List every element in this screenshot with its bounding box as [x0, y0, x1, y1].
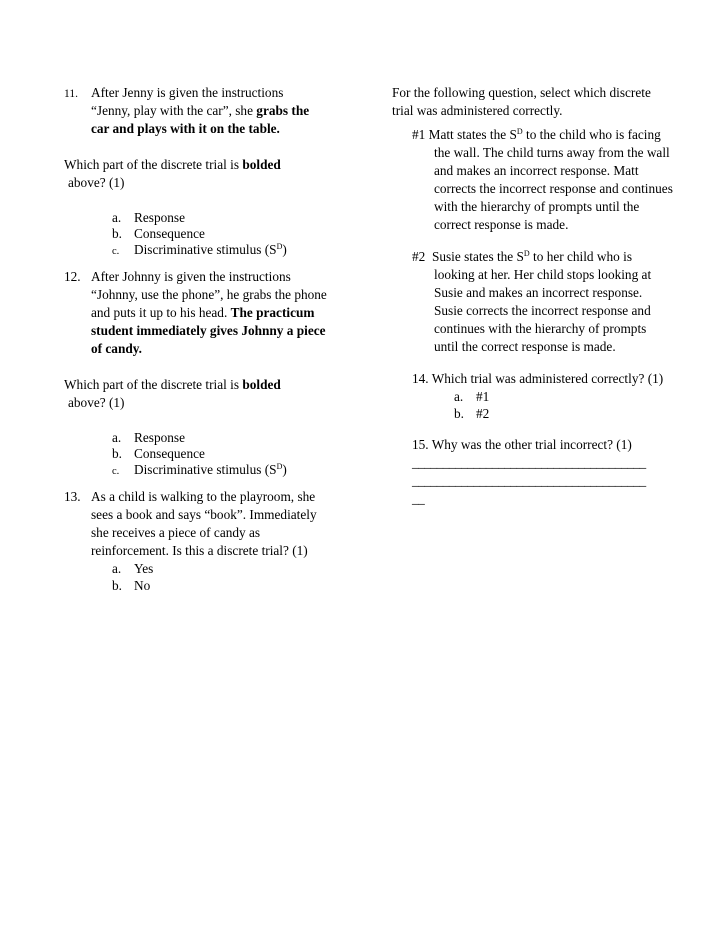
question-14: [392, 370, 692, 422]
bold-text: The practicum: [230, 305, 315, 320]
instructions: [392, 84, 692, 120]
option-text: Consequence: [134, 226, 205, 241]
trial-1: [392, 126, 692, 234]
superscript: D: [523, 249, 530, 258]
superscript: D: [276, 462, 283, 471]
prompt-text: above? (1): [68, 395, 125, 410]
trial-text: to the child who is facing: [522, 127, 661, 142]
option-text: Response: [134, 430, 185, 445]
option-a[interactable]: [64, 210, 364, 226]
answer-line: __: [412, 491, 425, 506]
option-text: #2: [476, 406, 490, 421]
option-text: Discriminative stimulus (S: [134, 242, 277, 257]
option-letter: a.: [112, 430, 122, 445]
left-column: [64, 84, 364, 594]
option-a[interactable]: [64, 430, 364, 446]
prompt-text: Which part of the discrete trial is: [64, 377, 243, 392]
trial-text: corrects the incorrect response and continues: [434, 181, 673, 196]
option-c[interactable]: [64, 242, 364, 258]
question-text: After Johnny is given the instructions: [91, 269, 291, 284]
question-12: [64, 268, 364, 478]
question-text: reinforcement. Is this a discrete trial? (1): [91, 543, 308, 558]
question-text: As a child is walking to the playroom, she: [91, 489, 316, 504]
question-number: 13.: [64, 489, 81, 504]
right-column: [392, 84, 692, 508]
bold-text: student immediately gives Johnny a piece: [91, 323, 326, 338]
trial-text: Susie and makes an incorrect response.: [434, 285, 643, 300]
trial-text: with the hierarchy of prompts until the: [434, 199, 640, 214]
superscript: D: [276, 242, 283, 251]
answer-line: ______________________________________: [412, 455, 646, 470]
question-13: [64, 488, 364, 594]
option-text: ): [282, 242, 287, 257]
trial-text: until the correct response is made.: [434, 339, 616, 354]
question-number: 11.: [64, 88, 78, 100]
option-a[interactable]: [392, 388, 692, 405]
question-text: she receives a piece of candy as: [91, 525, 261, 540]
option-text: Consequence: [134, 446, 205, 461]
option-letter: b.: [112, 578, 122, 593]
option-b[interactable]: [64, 226, 364, 242]
trial-text: Susie states the S: [431, 249, 524, 264]
bold-text: bolded: [242, 377, 281, 392]
option-c[interactable]: [64, 462, 364, 478]
question-text: “Jenny, play with the car”, she: [91, 103, 257, 118]
option-text: Yes: [134, 561, 154, 576]
bold-text: grabs the: [256, 103, 310, 118]
option-letter: a.: [112, 561, 122, 576]
option-text: Response: [134, 210, 185, 225]
trial-text: correct response is made.: [434, 217, 569, 232]
option-text: #1: [476, 389, 490, 404]
instruction-text: trial was administered correctly.: [392, 103, 563, 118]
trial-label: #1: [412, 127, 426, 142]
bold-text: of candy.: [91, 341, 142, 356]
option-b[interactable]: [64, 577, 364, 594]
bold-text: car and plays with it on the table.: [91, 121, 280, 136]
question-text: sees a book and says “book”. Immediately: [91, 507, 317, 522]
question-15: [392, 436, 692, 508]
option-letter: b.: [112, 446, 122, 461]
trial-text: Susie corrects the incorrect response and: [434, 303, 651, 318]
option-text: ): [282, 462, 287, 477]
option-letter: a.: [112, 210, 122, 225]
option-b[interactable]: [392, 405, 692, 422]
option-letter: c.: [112, 466, 120, 477]
question-text: 15. Why was the other trial incorrect? (1): [412, 437, 632, 452]
prompt-text: above? (1): [68, 175, 125, 190]
prompt-text: Which part of the discrete trial is: [64, 157, 243, 172]
trial-2: [392, 248, 692, 356]
question-text: “Johnny, use the phone”, he grabs the phone: [91, 287, 327, 302]
option-a[interactable]: [64, 560, 364, 577]
option-text: Discriminative stimulus (S: [134, 462, 277, 477]
trial-text: and makes an incorrect response. Matt: [434, 163, 639, 178]
answer-blank[interactable]: [392, 454, 692, 472]
question-number: 12.: [64, 269, 81, 284]
trial-text: looking at her. Her child stops looking at: [434, 267, 652, 282]
answer-blank[interactable]: [392, 472, 692, 490]
trial-label: #2: [412, 249, 426, 264]
answer-line: ______________________________________: [412, 473, 646, 488]
option-letter: a.: [454, 389, 464, 404]
trial-text: Matt states the S: [428, 127, 517, 142]
trial-text: the wall. The child turns away from the wall: [434, 145, 670, 160]
option-letter: c.: [112, 246, 120, 257]
superscript: D: [516, 127, 523, 136]
question-text: 14. Which trial was administered correctly? (1): [412, 371, 664, 386]
option-letter: b.: [112, 226, 122, 241]
question-text: and puts it up to his head.: [91, 305, 231, 320]
question-text: After Jenny is given the instructions: [91, 85, 284, 100]
trial-text: continues with the hierarchy of prompts: [434, 321, 647, 336]
option-letter: b.: [454, 406, 464, 421]
bold-text: bolded: [242, 157, 281, 172]
instruction-text: For the following question, select which discrete: [392, 85, 651, 100]
trial-text: to her child who is: [529, 249, 633, 264]
option-text: No: [134, 578, 151, 593]
question-11: [64, 84, 364, 258]
option-b[interactable]: [64, 446, 364, 462]
answer-blank[interactable]: [392, 490, 692, 508]
